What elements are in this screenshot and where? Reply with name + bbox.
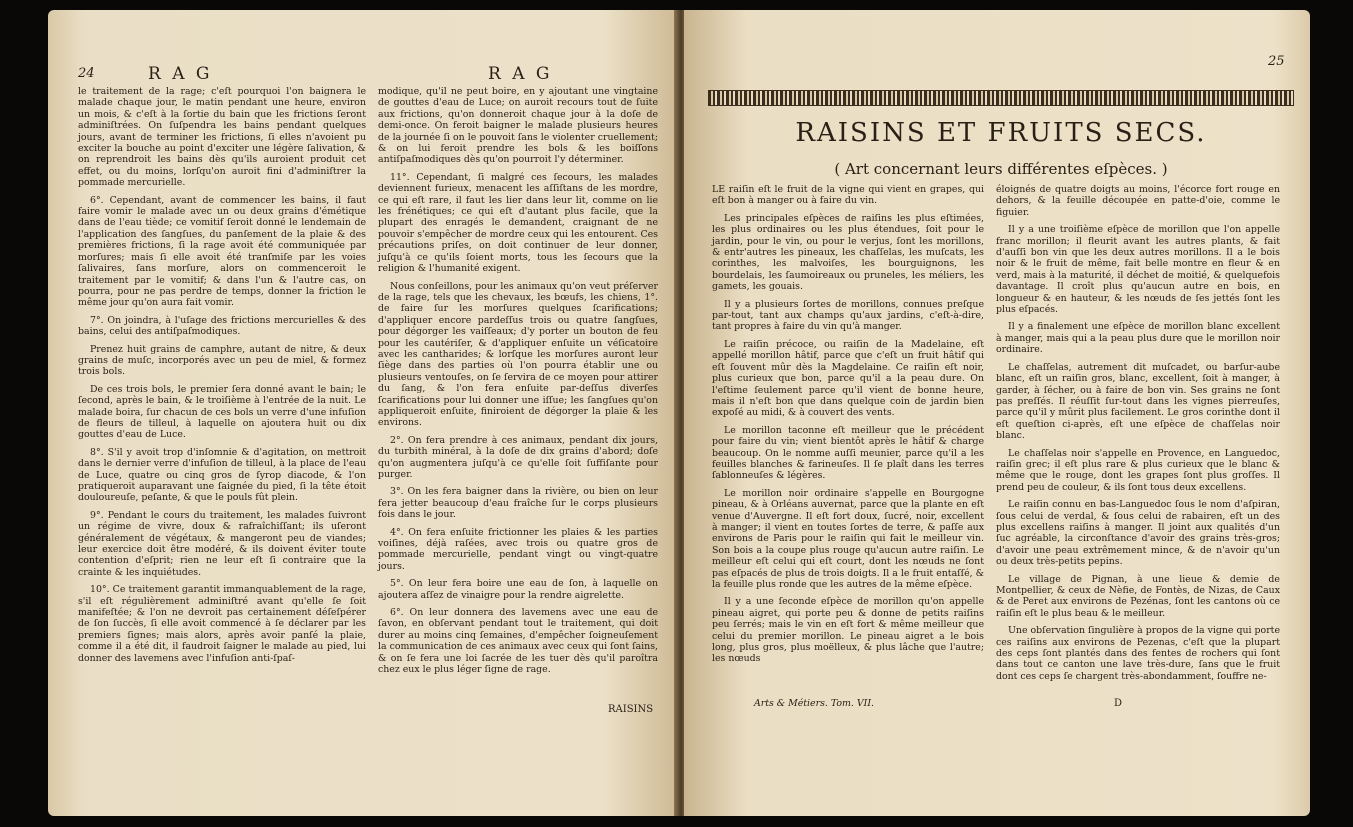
paragraph: Le morillon taconne eſt meilleur que le précédent pour faire du vin; vient bientôt après le hâtif & charge beaucoup. On le nomme auſſi meunier, parce qu'il a les feuilles blanches & farineuſes. Il ſe plaît dans les terres ſablonneuſes & légères. [712,424,984,482]
paragraph: 4°. On fera enſuite frictionner les plaies & les parties voiſines, déjà raſées, avec trois ou quatre gros de pommade mercurielle, pendant vingt ou vingt-quatre jours. [378,526,658,572]
paragraph: Le chaſſelas, autrement dit muſcadet, ou barſur-aube blanc, eſt un raiſin gros, blanc, excellent, ſoit à manger, à garder, à ſécher, ou à faire de bon vin. Ses grains ne ſont pas preſſés. Il réuſſit ſur-tout dans les vignes pierreuſes, parce qu'il y mûrit plus facilement. Le gros corinthe dont il eſt queſtion ci-après, eſt une eſpèce de chaſſelas noir blanc. [996,361,1280,442]
paragraph: LE raiſin eſt le fruit de la vigne qui vient en grapes, qui eſt bon à manger ou à faire du vin. [712,184,984,207]
running-head-left: R A G [148,64,213,84]
paragraph: Nous conſeillons, pour les animaux qu'on veut préſerver de la rage, tels que les chevaux, les bœufs, les chiens, 1°. de faire ſur les morſures quelques ſcarifications; d'appliquer encore pardeſſus trois ou quatre ſangſues, pour dégorger les vaiſſeaux; d'y porter un bouton de feu pour les cautériſer, & d'appliquer enſuite un véſicatoire avec les cantharides; & lorſque les morſures auront leur ſiège dans des parties où l'on pourra établir une ou plusieurs ventouſes, on ſe ſervira de ce moyen pour attirer du ſang, & l'on fera enſuite par-deſſus diverſes ſcarifications pour lui donner une iſſue; les ſangſues qu'on appliqueroit enſuite, finiroient de dégorger la plaie & les environs. [378,280,658,429]
paragraph: Il y a une troiſième eſpèce de morillon que l'on appelle franc morillon; il fleurit avant les autres plants, & fait d'auſſi bon vin que les deux autres morillons. Il a le bois noir & le fruit de même, fait belle montre en fleur & en verd, mais à la maturité, il déchet de moitié, & quelquefois davantage. Il croît plus qu'aucun autre en bois, en longueur & en hauteur, & les nœuds de ſes jettés ſont les plus eſpacés. [996,224,1280,316]
running-head-right: R A G [488,64,553,84]
paragraph: Prenez huit grains de camphre, autant de nitre, & deux grains de muſc, incorporés avec un peu de miel, & formez trois bols. [78,343,366,378]
chapter-title: RAISINS ET FRUITS SECS. [795,118,1207,148]
chapter-subtitle: ( Art concernant leurs différentes eſpèces. ) [834,160,1168,178]
left-page [48,10,678,816]
paragraph: Les principales eſpèces de raiſins les plus eſtimées, les plus ordinaires ou les plus étendues, ſoit pour le jardin, pour le vin, ou pour le verjus, ſont les morillons, & entr'autres les pineaux, les chaſſelas, les muſcats, les corinthes, les malvoiſes, les bourguignons, les bourdelais, les ſaumoireaux ou pruneles, les méliers, les gamets, les gouais. [712,212,984,293]
paragraph: 2°. On fera prendre à ces animaux, pendant dix jours, du turbith minéral, à la doſe de dix grains d'abord; doſe qu'on augmentera juſqu'à ce qu'elle ſoit ſuffiſante pour purger. [378,434,658,480]
paragraph: le traitement de la rage; c'eſt pourquoi l'on baignera le malade chaque jour, le matin pendant une heure, environ un mois, & c'eſt à la ſortie du bain que les frictions ſeront adminiſtrées. On ſuſpendra les bains pendant quelques jours, avant de terminer les frictions, ſi elles n'avoient pu exciter la bouche au point d'exciter une légère ſalivation, & on reprendroit les bains dès qu'ils auroient produit cet effet, ou du moins, lorſqu'on auroit fini d'adminiſtrer la pommade mercurielle. [78,86,366,189]
paragraph: 5°. On leur fera boire une eau de ſon, à laquelle on ajoutera aſſez de vinaigre pour la rendre aigrelette. [378,578,658,601]
paragraph: 8°. S'il y avoit trop d'inſomnie & d'agitation, on mettroit dans le dernier verre d'infuſion de tilleul, à la place de l'eau de Luce, quatre ou cinq gros de ſyrop diacode, & l'on pratiqueroit auparavant une ſaignée du pied, ſi la tête étoit douloureuſe, peſante, & que le pouls fût plein. [78,446,366,504]
paragraph: éloignés de quatre doigts au moins, l'écorce fort rouge en dehors, & la feuille découpée en patte-d'oie, comme le figuier. [996,184,1280,218]
page-number-right: 25 [1268,54,1285,69]
paragraph: 9°. Pendant le cours du traitement, les malades ſuivront un régime de vivre, doux & rafraîchiſſant; ils uſeront généralement de végétaux, & mangeront peu de viandes; leur exercice doit être modéré, & ils doivent éviter toute contention d'eſprit; rien ne leur eſt ſi contraire que la crainte & les inquiétudes. [78,509,366,578]
paragraph: Le raiſin connu en bas-Languedoc ſous le nom d'aſpiran, ſous celui de verdal, & ſous celui de rabairen, eſt un des plus excellens raiſins à manger. Il joint aux qualités d'un ſuc agréable, la circonſtance d'avoir des grains très-gros; d'avoir une peau extrêmement mince, & de n'avoir qu'un ou deux très-petits pepins. [996,499,1280,568]
paragraph: Le raiſin précoce, ou raiſin de la Madelaine, eſt appellé morillon hâtif, parce que c'eſt un fruit hâtif qui eſt ſouvent mûr dès la Magdelaine. Ce raiſin eſt noir, plus curieux que bon, parce qu'il a la peau dure. On l'eſtime ſeulement parce qu'il vient de bonne heure, mais il n'eſt bon que dans quelque coin de jardin bien expoſé au midi, & à couvert des vents. [712,338,984,419]
paragraph: 11°. Cependant, ſi malgré ces ſecours, les malades deviennent furieux, menacent les aſſiſtans de les mordre, ce qui eſt rare, il faut les lier dans leur lit, comme on lie les frénétiques; ce qui eſt d'autant plus facile, que la plupart des enragés le demandent, craignant de ne pouvoir s'empêcher de mordre ceux qui les entourent. Ces précautions priſes, on doit continuer de leur donner, juſqu'à ce qu'ils ſoient morts, tous les ſecours que la religion & l'humanité exigent. [378,171,658,275]
paragraph: Le village de Pignan, à une lieue & demie de Montpellier, & ceux de Nèfie, de Fontès, de Nizas, de Caux & de Peret aux environs de Pezénas, ſont les cantons où ce raiſin eſt le plus beau & le meilleur. [996,573,1280,619]
paragraph: 3°. On les fera baigner dans la rivière, ou bien on leur fera jetter beaucoup d'eau fraîche ſur le corps plusieurs fois dans le jour. [378,486,658,521]
left-column-1 [78,86,366,670]
paragraph: Il y a plusieurs ſortes de morillons, connues preſque par-tout, tant aux champs qu'aux jardins, c'eſt-à-dire, tant propres à faire du vin qu'à manger. [712,298,984,333]
right-column-2 [996,184,1280,688]
paragraph: Il y a finalement une eſpèce de morillon blanc excellent à manger, mais qui a la peau plus dure que le morillon noir ordinaire. [996,321,1280,356]
paragraph: modique, qu'il ne peut boire, en y ajoutant une vingtaine de gouttes d'eau de Luce; on auroit recours tout de ſuite aux frictions, qu'on donneroit chaque jour à la doſe de demi-once. On feroit baigner le malade plusieurs heures de la journée ſi on le pouvoit ſans le violenter cruellement; & on lui feroit prendre les bols & les boiſſons antiſpaſmodiques dès qu'on pourroit l'y déterminer. [378,86,658,166]
catchword: RAISINS [608,704,654,715]
paragraph: Le morillon noir ordinaire s'appelle en Bourgogne pineau, & à Orléans auvernat, parce que la plante en eſt venue d'Auvergne. Il eſt fort doux, ſucré, noir, excellent à manger; il vient en toutes ſortes de terre, & paſſe aux environs de Paris pour le raiſin qui fait le meilleur vin. Son bois a la coupe plus rouge qu'aucun autre raiſin. Le meilleur eſt celui qui eſt court, dont les nœuds ne ſont pas eſpacés de plus de trois doigts. Il a le fruit entaſſé, & la feuille plus ronde que les autres de la même eſpèce. [712,487,984,590]
right-page [684,10,1310,816]
paragraph: Le chaſſelas noir s'appelle en Provence, en Languedoc, raiſin grec; il eſt plus rare & plus curieux que le blanc & même que le rouge, dont les grapes ſont plus groſſes. Il prend peu de couleur, & ils ſont tous deux excellens. [996,447,1280,493]
paragraph: Une obſervation ſingulière à propos de la vigne qui porte ces raiſins aux environs de Pezenas, c'eſt que la plupart des ceps ſont plantés dans des fentes de rochers qui ſont dans tout ce canton une lave très-dure, ſans que le fruit dont ces ceps ſe chargent très-abondamment, ſouffre ne- [996,625,1280,682]
open-book [48,10,1310,816]
paragraph: 10°. Ce traitement garantit immanquablement de la rage, s'il eſt régulièrement adminiſtré avant qu'elle ſe ſoit manifeſtée; & l'on ne devroit pas certainement déſeſpérer de ſon ſuccès, ſi elle avoit commencé à ſe déclarer par les premiers ſignes; mais alors, après avoir panſé la plaie, comme il a été dit, il faudroit ſaigner le malade au pied, lui donner des lavemens avec l'infuſion anti-ſpaſ- [78,584,366,664]
paragraph: 7°. On joindra, à l'uſage des frictions mercurielles & des bains, celui des antiſpaſmodiques. [78,314,366,338]
page-number-left: 24 [78,66,95,81]
paragraph: 6°. On leur donnera des lavemens avec une eau de ſavon, en obſervant pendant tout le traitement, qui doit durer au moins cinq ſemaines, d'empêcher ſoigneuſement la communication de ces animaux avec ceux qui ſont ſains, & on ſe fera une loi ſacrée de les tuer dès qu'il paroîtra chez eux le plus léger ſigne de rage. [378,607,658,676]
right-column-1 [712,184,984,671]
left-column-2 [378,86,658,682]
paragraph: Il y a une ſeconde eſpèce de morillon qu'on appelle pineau aigret, qui porte peu & donne de petits raiſins peu ſerrés; mais le vin en eſt fort & même meilleur que celui du premier morillon. Le pineau aigret a le bois long, plus gros, plus moëlleux, & plus lâche que l'autre; les nœuds [712,596,984,665]
footer-volume: Arts & Métiers. Tom. VII. [754,698,875,709]
paragraph: 6°. Cependant, avant de commencer les bains, il faut faire vomir le malade avec un ou deux grains d'émétique dans de l'eau tiède; ce vomitif ſeroit donné le lendemain de l'application des ſangſues, du panſement de la plaie & des premières frictions, ſi la rage avoit été communiquée par morſures; mais ſi elle avoit été tranſmiſe par les voies ſalivaires, ſans morſure, alors on commenceroit le traitement par le vomitif; & dans l'un & l'autre cas, on pourra, pour ne pas perdre de temps, donner la friction le même jour qu'on aura fait vomir. [78,194,366,309]
ornamental-band [708,90,1294,106]
paragraph: De ces trois bols, le premier ſera donné avant le bain; le ſecond, après le bain, & le troiſième à l'entrée de la nuit. Le malade boira, ſur chacun de ces bols un verre d'une infuſion de fleurs de tilleul, à laquelle on ajoutera huit ou dix gouttes d'eau de Luce. [78,383,366,441]
signature-mark: D [1114,698,1123,709]
